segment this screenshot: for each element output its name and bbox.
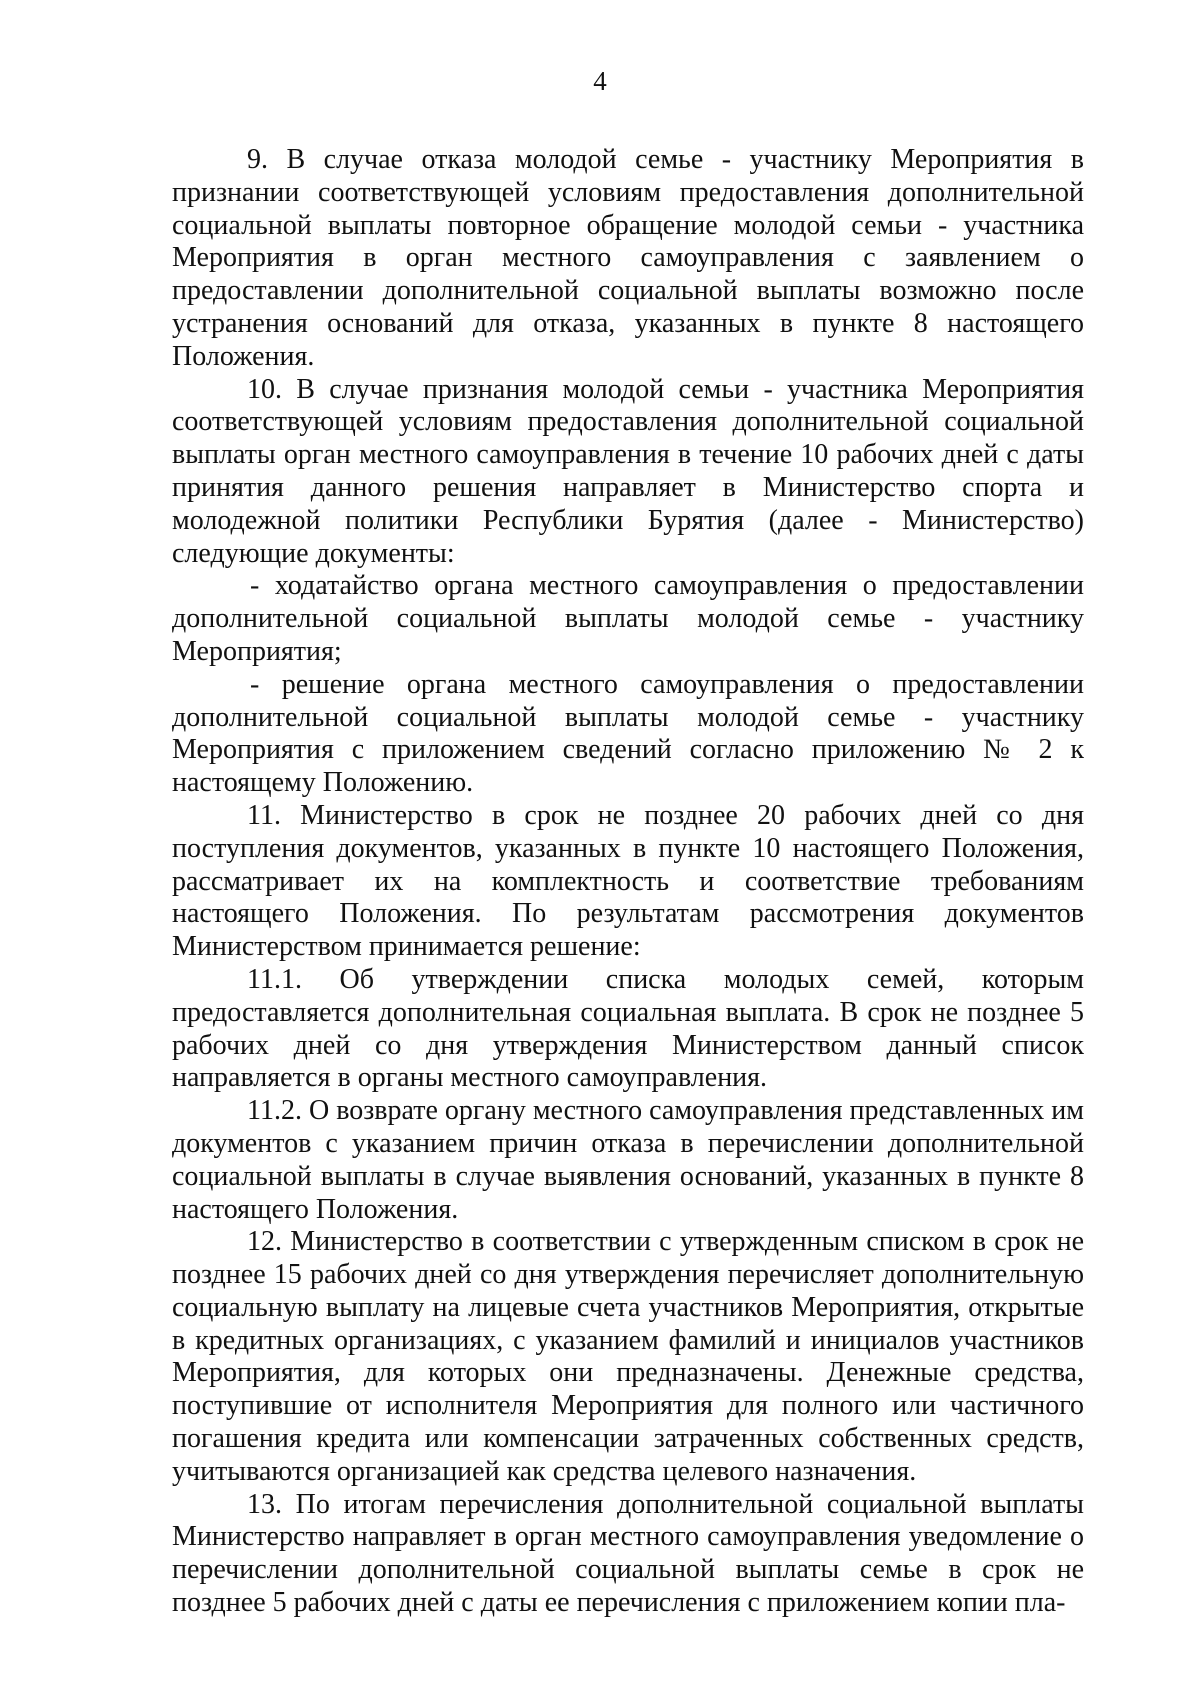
paragraph-11-2: 11.2. О возврате органу местного самоуправления представленных им документов с указанием причин отказа в перечислении дополнительной социальной выплаты в случае выявления оснований, указанных в пункте 8 настоящего Положения. bbox=[172, 1095, 1084, 1225]
paragraph-12: 12. Министерство в соответствии с утвержденным списком в срок не позднее 15 рабочих дней со дня утверждения перечисляет дополнительную социальную выплату на лицевые счета участников Мероприятия, открытые в кредитных организациях, с указанием фамилий и инициалов участников Мероприятия, для которых они предназначены. Денежные средства, поступившие от исполнителя Мероприятия для полного или частичного погашения кредита или компенсации затраченных собственных средств, учитываются организацией как средства целевого назначения. bbox=[172, 1226, 1084, 1487]
list-item-decision: - решение органа местного самоуправления о предоставлении дополнительной социальной выплаты молодой семье - участнику Мероприятия с приложением сведений согласно приложению № 2 к настоящему Положению. bbox=[172, 668, 1084, 799]
page-number: 4 bbox=[593, 66, 607, 96]
paragraph-11-1: 11.1. Об утверждении списка молодых семей, которым предоставляется дополнительная социальная выплата. В срок не позднее 5 рабочих дней со дня утверждения Министерством данный список направляется в органы местного самоуправления. bbox=[172, 963, 1084, 1094]
document-body bbox=[172, 144, 1084, 1620]
paragraph-11: 11. Министерство в срок не позднее 20 рабочих дней со дня поступления документов, указанных в пункте 10 настоящего Положения, рассматривает их на комплектность и соответствие требованиям настоящего Положения. По результатам рассмотрения документов Министерством принимается решение: bbox=[172, 799, 1084, 963]
paragraph-10: 10. В случае признания молодой семьи - участника Мероприятия соответствующей условиям предоставления дополнительной социальной выплаты орган местного самоуправления в течение 10 рабочих дней с даты принятия данного решения направляет в Министерство спорта и молодежной политики Республики Бурятия (далее - Министерство) следующие документы: bbox=[172, 373, 1084, 569]
list-item-petition: - ходатайство органа местного самоуправления о предоставлении дополнительной социальной выплаты молодой семье - участнику Мероприятия; bbox=[172, 570, 1084, 667]
paragraph-13: 13. По итогам перечисления дополнительной социальной выплаты Министерство направляет в орган местного самоуправления уведомление о перечислении дополнительной социальной выплаты семье в срок не позднее 5 рабочих дней с даты ее перечисления с приложением копии пла- bbox=[172, 1488, 1084, 1619]
paragraph-9: 9. В случае отказа молодой семье - участнику Мероприятия в признании соответствующей условиям предоставления дополнительной социальной выплаты повторное обращение молодой семьи - участника Мероприятия в орган местного самоуправления с заявлением о предоставлении дополнительной социальной выплаты возможно после устранения оснований для отказа, указанных в пункте 8 настоящего Положения. bbox=[172, 144, 1084, 372]
